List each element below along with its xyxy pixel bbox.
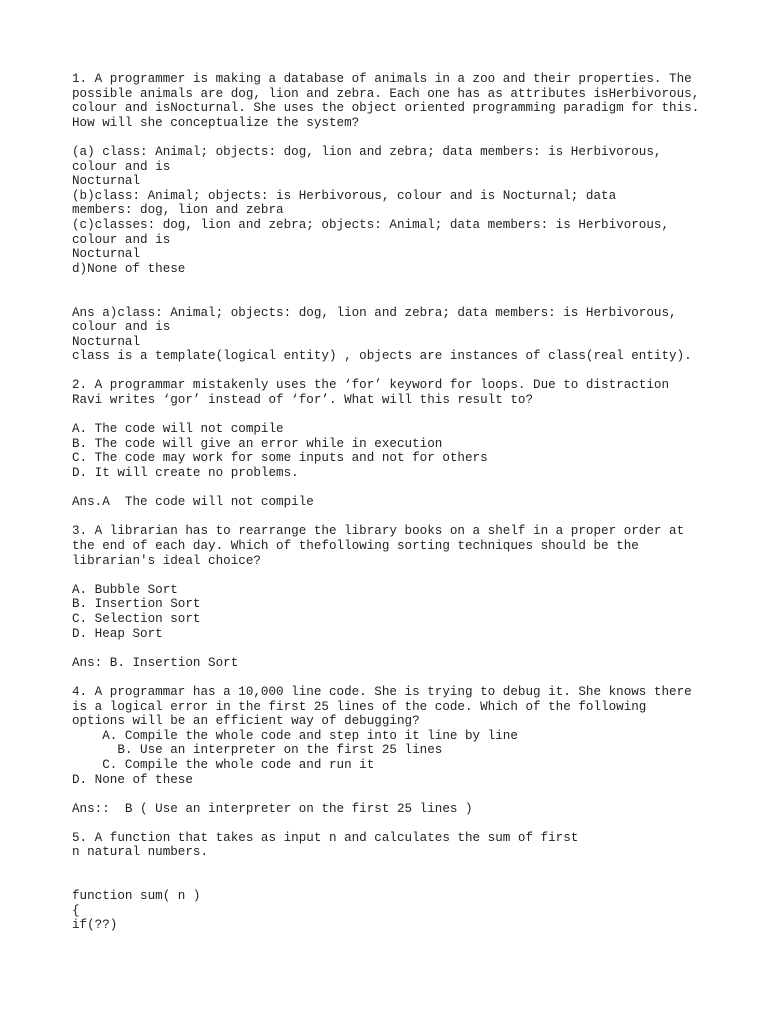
option-line: (b)class: Animal; objects: is Herbivorous, colour and is Nocturnal; data	[72, 188, 617, 203]
question-text-line: 5. A function that takes as input n and calculates the sum of first	[72, 830, 579, 845]
question-3	[72, 524, 712, 568]
option-line: B. Use an interpreter on the first 25 lines	[72, 743, 443, 758]
option-line: d)None of these	[72, 261, 186, 276]
code-line: if(??)	[72, 918, 118, 933]
question-text-line: 3. A librarian has to rearrange the library books on a shelf in a proper order at	[72, 524, 685, 539]
code-line: {	[72, 903, 80, 918]
answer-line: colour and is	[72, 320, 171, 335]
question-1-options	[72, 145, 712, 276]
option-line: A. Bubble Sort	[72, 582, 178, 597]
spacer	[72, 130, 712, 145]
spacer	[72, 875, 712, 890]
option-line: colour and is	[72, 232, 171, 247]
question-4-answer: Ans:: B ( Use an interpreter on the first 25 lines )	[72, 801, 473, 816]
option-line: C. The code may work for some inputs and not for others	[72, 451, 488, 466]
question-2	[72, 378, 712, 407]
option-line: (a) class: Animal; objects: dog, lion and zebra; data members: is Herbivorous,	[72, 144, 662, 159]
option-line: members: dog, lion and zebra	[72, 203, 284, 218]
question-2-answer: Ans.A The code will not compile	[72, 495, 314, 510]
question-text-line: 1. A programmer is making a database of animals in a zoo and their properties. The	[72, 72, 692, 86]
option-line: D. Heap Sort	[72, 626, 163, 641]
question-text-line: 2. A programmar mistakenly uses the ‘for’ keyword for loops. Due to distraction	[72, 378, 670, 393]
question-text-line: the end of each day. Which of thefollowing sorting techniques should be the	[72, 539, 639, 553]
option-line: (c)classes: dog, lion and zebra; objects: Animal; data members: is Herbivorous,	[72, 217, 670, 232]
answer-line: class is a template(logical entity) , objects are instances of class(real entity).	[72, 349, 692, 364]
spacer	[72, 670, 712, 685]
question-text-line: possible animals are dog, lion and zebra. Each one has as attributes isHerbivorous,	[72, 86, 700, 101]
question-1	[72, 72, 712, 130]
option-line: C. Compile the whole code and run it	[72, 757, 375, 772]
spacer	[72, 408, 712, 423]
spacer	[72, 364, 712, 379]
option-line: A. Compile the whole code and step into it line by line	[72, 728, 518, 743]
option-line: D. It will create no problems.	[72, 466, 299, 481]
spacer	[72, 291, 712, 306]
option-line: D. None of these	[72, 772, 193, 787]
spacer	[72, 641, 712, 656]
spacer	[72, 787, 712, 802]
spacer	[72, 568, 712, 583]
question-1-answer	[72, 306, 712, 364]
question-text-line: 4. A programmar has a 10,000 line code. She is trying to debug it. She knows there	[72, 684, 692, 699]
option-line: A. The code will not compile	[72, 422, 284, 437]
code-block	[72, 889, 712, 933]
question-text-line: How will she conceptualize the system?	[72, 115, 360, 130]
question-5	[72, 831, 712, 860]
option-line: Nocturnal	[72, 174, 141, 189]
question-text-line: librarian's ideal choice?	[72, 553, 261, 568]
code-line: function sum( n )	[72, 889, 201, 904]
question-text-line: options will be an efficient way of debugging?	[72, 714, 420, 729]
question-text-line: Ravi writes ‘gor’ instead of ‘for’. What will this result to?	[72, 393, 534, 408]
option-line: C. Selection sort	[72, 611, 201, 626]
option-line: B. The code will give an error while in execution	[72, 436, 443, 451]
question-text-line: colour and isNocturnal. She uses the object oriented programming paradigm for this.	[72, 101, 700, 116]
question-4-options	[72, 729, 712, 787]
question-text-line: is a logical error in the first 25 lines of the code. Which of the following	[72, 699, 647, 714]
question-2-options	[72, 422, 712, 480]
question-text-line: n natural numbers.	[72, 845, 209, 860]
question-4	[72, 685, 712, 729]
option-line: B. Insertion Sort	[72, 597, 201, 612]
question-3-options	[72, 583, 712, 641]
option-line: colour and is	[72, 159, 171, 174]
spacer	[72, 816, 712, 831]
spacer	[72, 860, 712, 875]
document-page	[72, 72, 712, 933]
spacer	[72, 481, 712, 496]
question-3-answer: Ans: B. Insertion Sort	[72, 655, 239, 670]
spacer	[72, 276, 712, 291]
option-line: Nocturnal	[72, 247, 141, 262]
answer-line: Ans a)class: Animal; objects: dog, lion and zebra; data members: is Herbivorous,	[72, 305, 677, 320]
spacer	[72, 510, 712, 525]
answer-line: Nocturnal	[72, 334, 141, 349]
